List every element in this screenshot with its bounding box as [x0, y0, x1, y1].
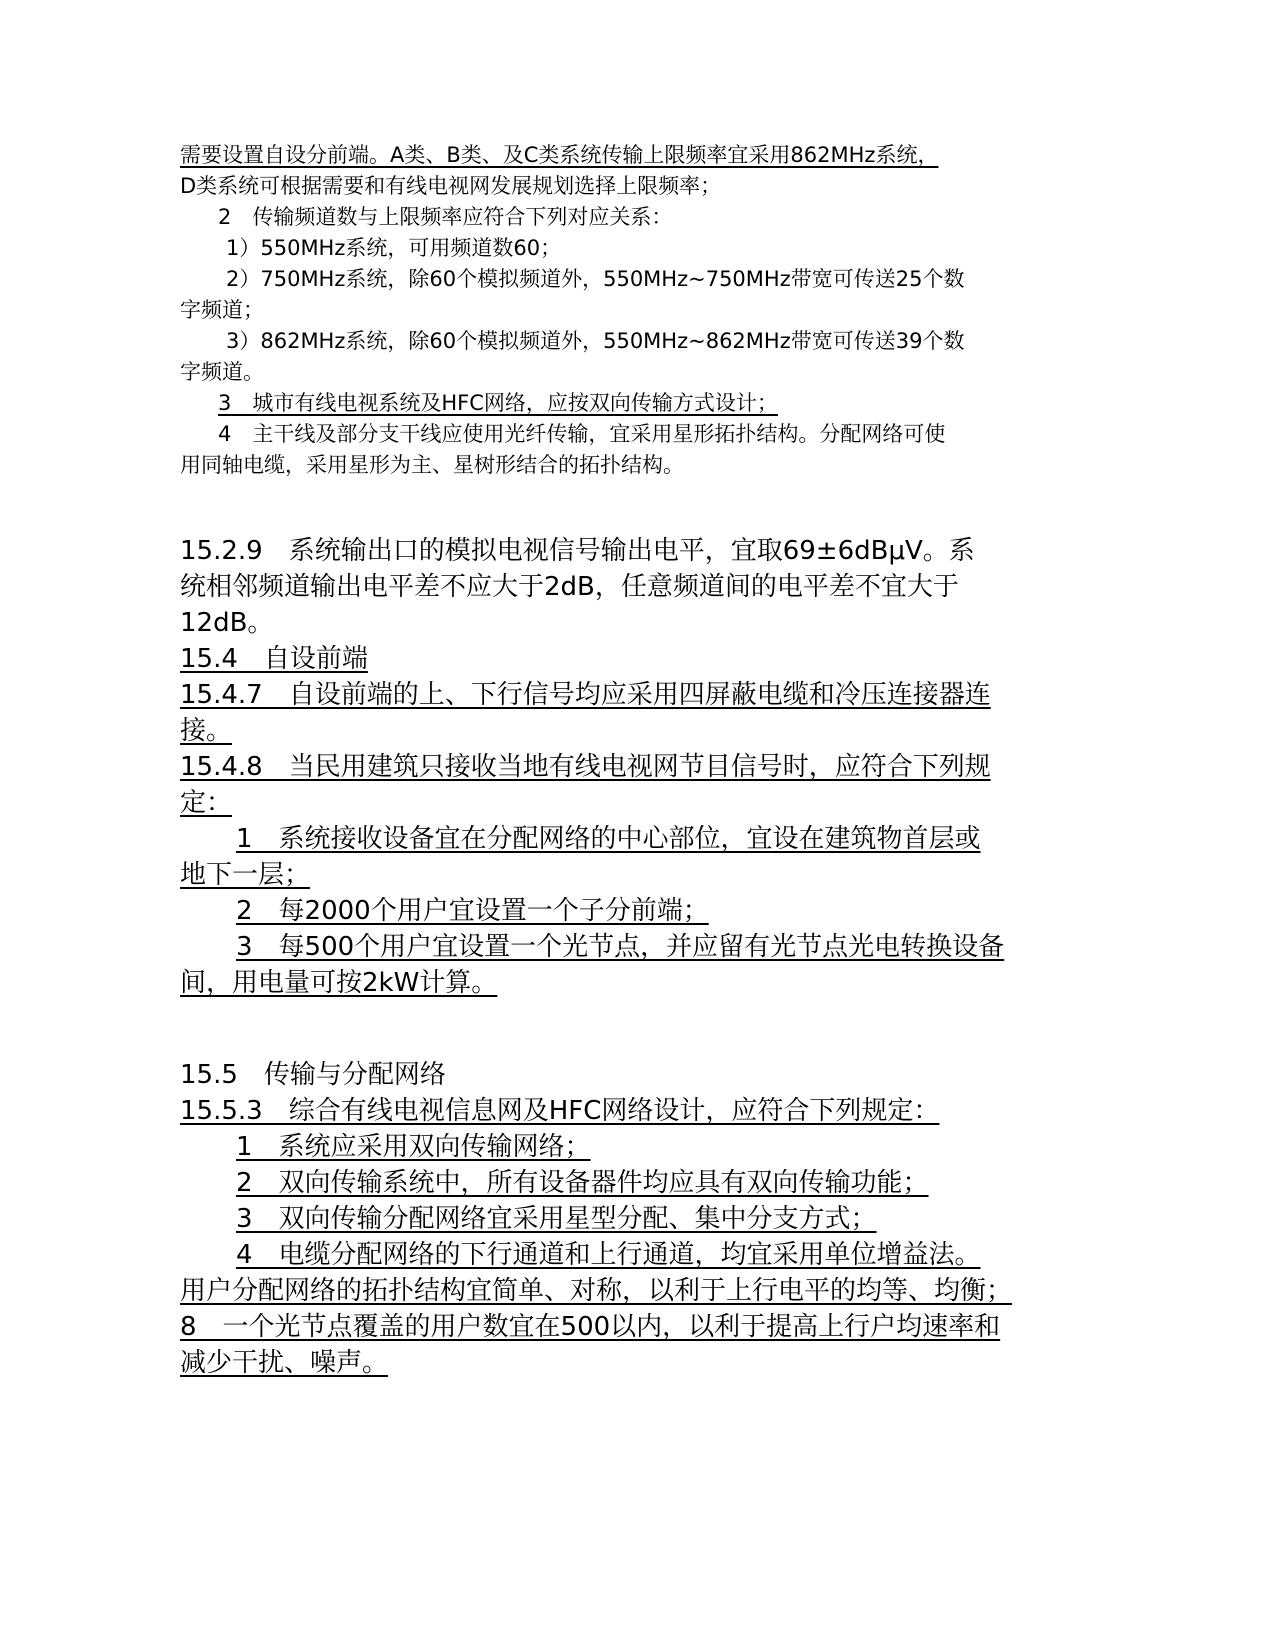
- paragraph-line: 减少干扰、噪声。: [180, 1348, 389, 1378]
- section-heading-15-4: 15.4 自设前端: [180, 644, 368, 674]
- clause-15-2-9: 15.2.9 系统输出口的模拟电视信号输出电平，宜取69±6dBμV。系: [180, 536, 975, 566]
- paragraph-line: 12dB。: [180, 608, 274, 638]
- section-15-2-9-to-15-4-8: [180, 533, 1060, 1001]
- list-item: 3 城市有线电视系统及HFC网络，应按双向传输方式设计；: [218, 391, 778, 415]
- list-item: 3 双向传输分配网络宜采用星型分配、集中分支方式；: [236, 1204, 877, 1234]
- section-heading-15-5: 15.5 传输与分配网络: [180, 1060, 446, 1090]
- clause-15-4-7: 15.4.7 自设前端的上、下行信号均应采用四屏蔽电缆和冷压连接器连: [180, 680, 991, 710]
- clause-15-4-8: 15.4.8 当民用建筑只接收当地有线电视网节目信号时，应符合下列规: [180, 752, 991, 782]
- paragraph-line: 用同轴电缆，采用星形为主、星树形结合的拓扑结构。: [180, 453, 684, 477]
- list-item: 8 一个光节点覆盖的用户数宜在500以内，以利于提高上行户均速率和: [180, 1312, 1001, 1342]
- sub-list-item: 1）550MHz系统，可用频道数60；: [226, 236, 562, 260]
- list-item: 2 传输频道数与上限频率应符合下列对应关系：: [218, 205, 673, 229]
- sub-list-item: 2）750MHz系统，除60个模拟频道外，550MHz~750MHz带宽可传送25个数: [226, 267, 965, 291]
- clause-15-5-3: 15.5.3 综合有线电视信息网及HFC网络设计，应符合下列规定：: [180, 1096, 940, 1126]
- section-15-5: [180, 1057, 1060, 1381]
- paragraph-line: 字频道。: [180, 360, 264, 384]
- document-page: [180, 140, 1060, 1381]
- list-item: 3 每500个用户宜设置一个光节点，并应留有光节点光电转换设备: [236, 932, 1005, 962]
- section-transmission-requirements: [180, 140, 1060, 481]
- paragraph-line: 字频道；: [180, 298, 264, 322]
- list-item: 2 双向传输系统中，所有设备器件均应具有双向传输功能；: [236, 1168, 929, 1198]
- paragraph-line: D类系统可根据需要和有线电视网发展规划选择上限频率；: [180, 174, 722, 198]
- paragraph-line: 定：: [180, 788, 233, 818]
- paragraph-line: 统相邻频道输出电平差不应大于2dB，任意频道间的电平差不宜大于: [180, 572, 959, 602]
- list-item: 1 系统应采用双向传输网络；: [236, 1132, 591, 1162]
- paragraph-line: 接。: [180, 716, 233, 746]
- sub-list-item: 3）862MHz系统，除60个模拟频道外，550MHz~862MHz带宽可传送39个数: [226, 329, 965, 353]
- paragraph-line: 需要设置自设分前端。A类、B类、及C类系统传输上限频率宜采用862MHz系统，: [180, 143, 939, 167]
- paragraph-line: 间，用电量可按2kW计算。: [180, 968, 498, 998]
- list-item: 4 主干线及部分支干线应使用光纤传输，宜采用星形拓扑结构。分配网络可使: [218, 422, 946, 446]
- paragraph-line: 用户分配网络的拓扑结构宜简单、对称，以利于上行电平的均等、均衡；: [180, 1276, 1013, 1306]
- paragraph-line: 地下一层；: [180, 860, 311, 890]
- list-item: 1 系统接收设备宜在分配网络的中心部位，宜设在建筑物首层或: [236, 824, 981, 854]
- list-item: 2 每2000个用户宜设置一个子分前端；: [236, 896, 709, 926]
- list-item: 4 电缆分配网络的下行通道和上行通道，均宜采用单位增益法。: [236, 1240, 981, 1270]
